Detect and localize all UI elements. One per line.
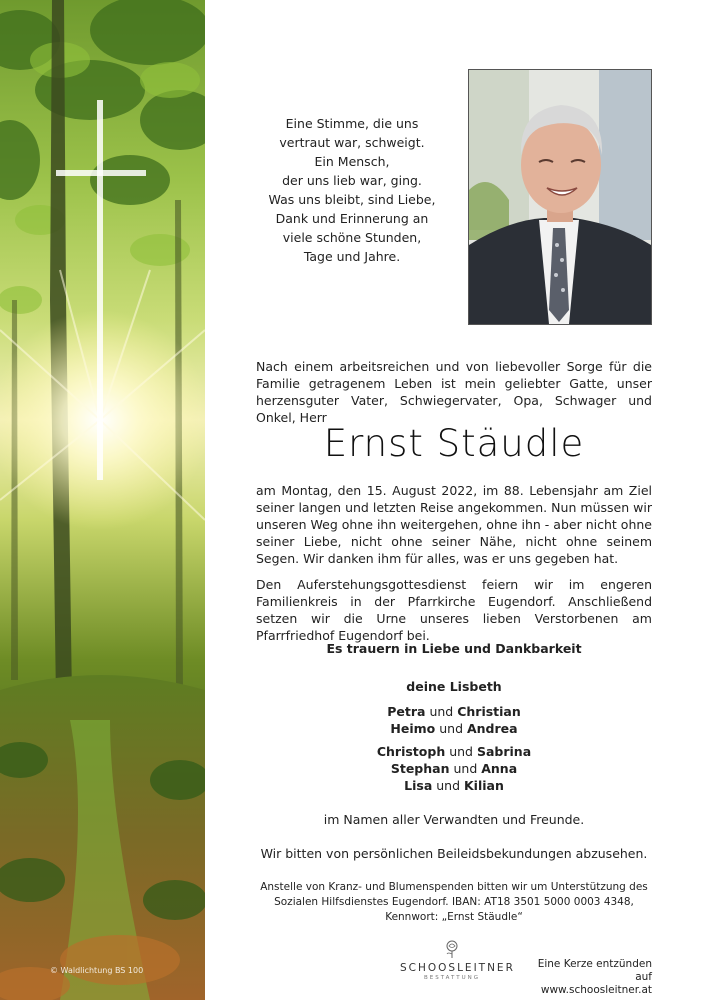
logo-name: SCHOOSLEITNER bbox=[400, 962, 515, 974]
logo-subtitle: BESTATTUNG bbox=[423, 975, 481, 981]
family-connector: und bbox=[436, 778, 461, 793]
family-name: Sabrina bbox=[476, 744, 532, 759]
poem-line: viele schöne Stunden, bbox=[282, 230, 422, 245]
poem-line: Ein Mensch, bbox=[314, 154, 390, 169]
intro-paragraph: Nach einem arbeitsreichen und von liebevoller Sorge für die Familie getragenem Leben ist mein geliebter Gatte, unser herzensguter Vater, Schwiegervater, Opa, Schwager und Onkel, Herr bbox=[256, 359, 652, 425]
family-name: Petra bbox=[387, 704, 426, 719]
poem bbox=[262, 114, 442, 266]
family-name: Heimo bbox=[390, 721, 436, 736]
family-name: Christian bbox=[457, 704, 521, 719]
candle-link[interactable]: www.schoosleitner.at bbox=[540, 984, 652, 996]
poem-line: Tage und Jahre. bbox=[303, 249, 401, 264]
family-name: Kilian bbox=[464, 778, 504, 793]
poem-line: der uns lieb war, ging. bbox=[282, 173, 422, 188]
donation-line: Anstelle von Kranz- und Blumenspenden bitten wir um Unterstützung des bbox=[260, 881, 648, 893]
family-pair bbox=[256, 720, 652, 737]
mourning-text: Es trauern in Liebe und Dankbarkeit bbox=[326, 641, 582, 656]
family-connector: und bbox=[453, 761, 478, 776]
rose-icon bbox=[444, 940, 460, 958]
funeral-home-logo[interactable] bbox=[400, 940, 515, 981]
family-spouse bbox=[256, 678, 652, 695]
donation-note bbox=[256, 880, 652, 925]
family-name: Andrea bbox=[466, 721, 518, 736]
relatives-line: im Namen aller Verwandten und Freunde. bbox=[323, 812, 585, 827]
portrait-photo bbox=[468, 69, 652, 325]
donation-line: Kennwort: „Ernst Stäudle“ bbox=[385, 911, 523, 923]
family-name: Lisa bbox=[404, 778, 433, 793]
family-name: Anna bbox=[481, 761, 518, 776]
family-group-2 bbox=[256, 743, 652, 794]
family-name: Christoph bbox=[376, 744, 446, 759]
deceased-name: Ernst Stäudle bbox=[323, 422, 585, 465]
candle-text: Eine Kerze entzünden auf bbox=[537, 958, 652, 983]
poem-line: Was uns bleibt, sind Liebe, bbox=[268, 192, 436, 207]
candle-notice bbox=[536, 958, 652, 997]
death-paragraph: am Montag, den 15. August 2022, im 88. Lebensjahr am Ziel seiner langen und letzten Reise angekommen. Nun müssen wir unseren Weg ohne ihn weitergehen, ohne ihn - aber nicht ohne seiner Liebe, nicht ohne seiner Nähe, nicht ohne seinem Segen. Wir danken ihm für alles, was er uns gegeben hat. bbox=[256, 483, 652, 566]
poem-line: Eine Stimme, die uns bbox=[285, 116, 419, 131]
family-pair bbox=[256, 743, 652, 760]
image-credit: © Waldlichtung BS 100 bbox=[50, 966, 144, 975]
mourning-line bbox=[256, 641, 652, 656]
family-connector: und bbox=[449, 744, 473, 759]
service-paragraph: Den Auferstehungsgottesdienst feiern wir im engeren Familienkreis in der Pfarrkirche Eugendorf. Anschließend setzen wir die Urne unseres lieben Verstorbenen am Pfarrfriedhof Eugendorf bei. bbox=[256, 577, 652, 643]
forest-image bbox=[0, 0, 205, 1000]
condolence-note: Wir bitten von persönlichen Beileidsbekundungen abzusehen. bbox=[260, 846, 648, 861]
family-group-1 bbox=[256, 703, 652, 737]
family-pair bbox=[256, 777, 652, 794]
family-connector: und bbox=[439, 721, 463, 736]
forest-illustration bbox=[0, 0, 205, 1000]
family-pair bbox=[256, 760, 652, 777]
portrait-illustration bbox=[469, 70, 651, 324]
donation-line: Sozialen Hilfsdienstes Eugendorf. IBAN: AT18 3501 5000 0003 4348, bbox=[274, 896, 634, 908]
poem-line: Dank und Erinnerung an bbox=[275, 211, 429, 226]
family-pair bbox=[256, 703, 652, 720]
family-name: Stephan bbox=[390, 761, 450, 776]
family-connector: und bbox=[429, 704, 454, 719]
poem-line: vertraut war, schweigt. bbox=[279, 135, 425, 150]
spouse-name: deine Lisbeth bbox=[406, 679, 502, 694]
